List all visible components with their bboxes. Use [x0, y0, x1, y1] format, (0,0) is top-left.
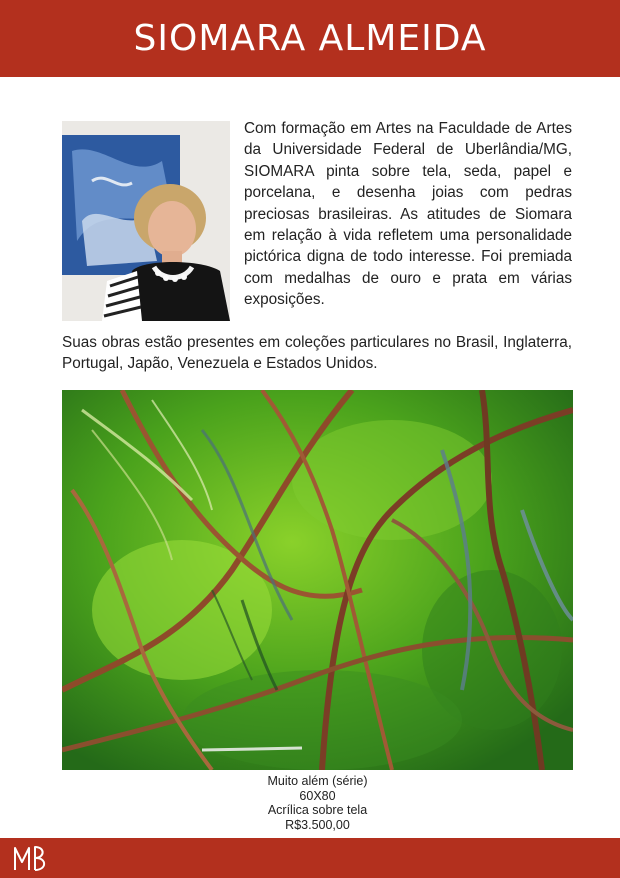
artwork-image [62, 390, 573, 770]
mb-logo-icon [12, 844, 52, 872]
page-footer [0, 838, 620, 878]
portrait-illustration [62, 121, 230, 321]
artist-portrait-photo [62, 121, 230, 321]
artwork-medium: Acrílica sobre tela [267, 803, 368, 818]
artwork-price: R$3.500,00 [285, 817, 350, 832]
page-header [0, 0, 620, 77]
artwork-title: Muito além (série) [267, 774, 368, 788]
artist-collections-paragraph: Suas obras estão presentes em coleções particulares no Brasil, Inglaterra, Portugal, Japão, Venezuela e Estados Unidos. [62, 334, 572, 373]
artwork-size: 60X80 [299, 788, 336, 803]
artist-name-title: SIOMARA ALMEIDA [133, 18, 487, 59]
artwork-painting [62, 390, 573, 770]
artwork-caption [160, 774, 475, 832]
artist-bio-paragraph: Com formação em Artes na Faculdade de Artes da Universidade Federal de Uberlândia/MG, SIOMARA pinta sobre tela, seda, papel e porcelana, e desenha joias com pedras preciosas brasileiras. As atitudes de Siomara em relação à vida refletem uma personalidade pictórica digna de todo interesse. Foi premiada com medalhas de ouro e prata em várias exposições. [244, 120, 572, 309]
